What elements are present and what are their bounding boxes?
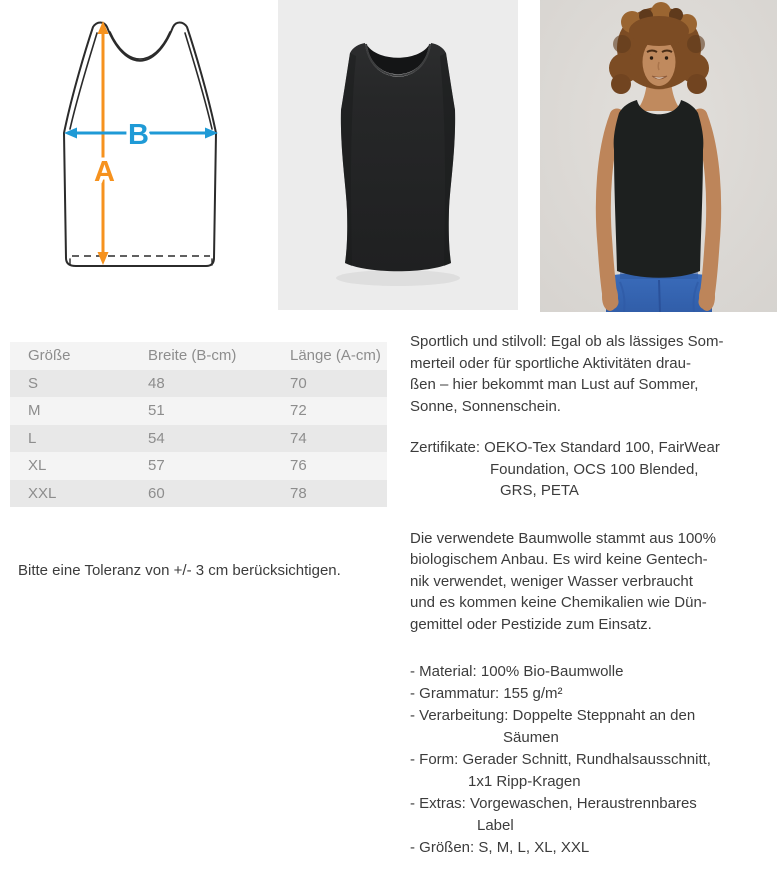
description-details-list (410, 661, 777, 859)
intro-line: ßen – hier bekommt man Lust auf Sommer, (410, 376, 699, 393)
size-measurement-diagram (30, 8, 252, 300)
size-cell-s: S (10, 370, 130, 398)
details-line: - Form: Gerader Schnitt, Rundhalsausschnitt, (410, 751, 711, 768)
model-wearing-tank-top-graphic (540, 0, 777, 312)
black-tank-top-graphic (278, 0, 518, 310)
certificates-line: GRS, PETA (500, 482, 579, 499)
certificates-line: Foundation, OCS 100 Blended, (490, 460, 699, 478)
size-table-header-breite: Breite (B-cm) (130, 342, 272, 370)
worn-tank-top (614, 100, 704, 278)
laenge-cell-s: 70 (272, 370, 387, 398)
details-line: 1x1 Ripp-Kragen (468, 773, 581, 790)
cotton-line: Die verwendete Baumwolle stammt aus 100% (410, 529, 716, 547)
details-line: Label (477, 817, 514, 834)
product-photo-model (540, 0, 777, 312)
size-cell-m: M (10, 397, 130, 425)
size-cell-xl: XL (10, 452, 130, 480)
product-description (410, 331, 777, 859)
tank-top-body (341, 43, 455, 271)
description-certificates (410, 437, 777, 502)
product-photo-flat (278, 0, 518, 310)
length-label-a: A (94, 156, 115, 188)
details-line: - Größen: S, M, L, XL, XXL (410, 839, 590, 856)
breite-cell-l: 54 (130, 425, 272, 453)
size-table (10, 342, 387, 507)
breite-cell-m: 51 (130, 397, 272, 425)
details-line: Säumen (503, 729, 559, 746)
laenge-cell-xxl: 78 (272, 480, 387, 508)
breite-cell-s: 48 (130, 370, 272, 398)
cotton-line: gemittel oder Pestizide zum Einsatz. (410, 615, 652, 633)
intro-line: Sonne, Sonnenschein. (410, 397, 561, 415)
size-table-header-laenge: Länge (A-cm) (272, 342, 387, 370)
laenge-cell-m: 72 (272, 397, 387, 425)
details-line: - Extras: Vorgewaschen, Heraustrennbares (410, 795, 697, 812)
cotton-line: nik verwendet, weniger Wasser verbraucht (410, 572, 693, 590)
tank-top-measurement-graphic (30, 8, 252, 300)
width-label-b: B (128, 119, 149, 151)
details-line: - Verarbeitung: Doppelte Steppnaht an den (410, 707, 696, 724)
size-cell-xxl: XXL (10, 480, 130, 508)
size-table-header-groesse: Größe (10, 342, 130, 370)
size-cell-l: L (10, 425, 130, 453)
details-line: - Material: 100% Bio-Baumwolle (410, 663, 624, 680)
intro-line: Sportlich und stilvoll: Egal ob als lässiges Som- (410, 333, 724, 350)
laenge-cell-l: 74 (272, 425, 387, 453)
cotton-line: und es kommen keine Chemikalien wie Dün- (410, 594, 707, 611)
jeans (606, 272, 712, 312)
tolerance-note: Bitte eine Toleranz von +/- 3 cm berücksichtigen. (18, 562, 341, 579)
description-intro (410, 331, 777, 417)
details-line: - Grammatur: 155 g/m² (410, 685, 563, 702)
description-cotton (410, 528, 777, 636)
laenge-cell-xl: 76 (272, 452, 387, 480)
breite-cell-xl: 57 (130, 452, 272, 480)
certificates-line: Zertifikate: OEKO-Tex Standard 100, FairWear (410, 439, 720, 456)
breite-cell-xxl: 60 (130, 480, 272, 508)
intro-line: merteil oder für sportliche Aktivitäten drau- (410, 354, 691, 372)
cotton-line: biologischem Anbau. Es wird keine Gentech- (410, 551, 708, 568)
